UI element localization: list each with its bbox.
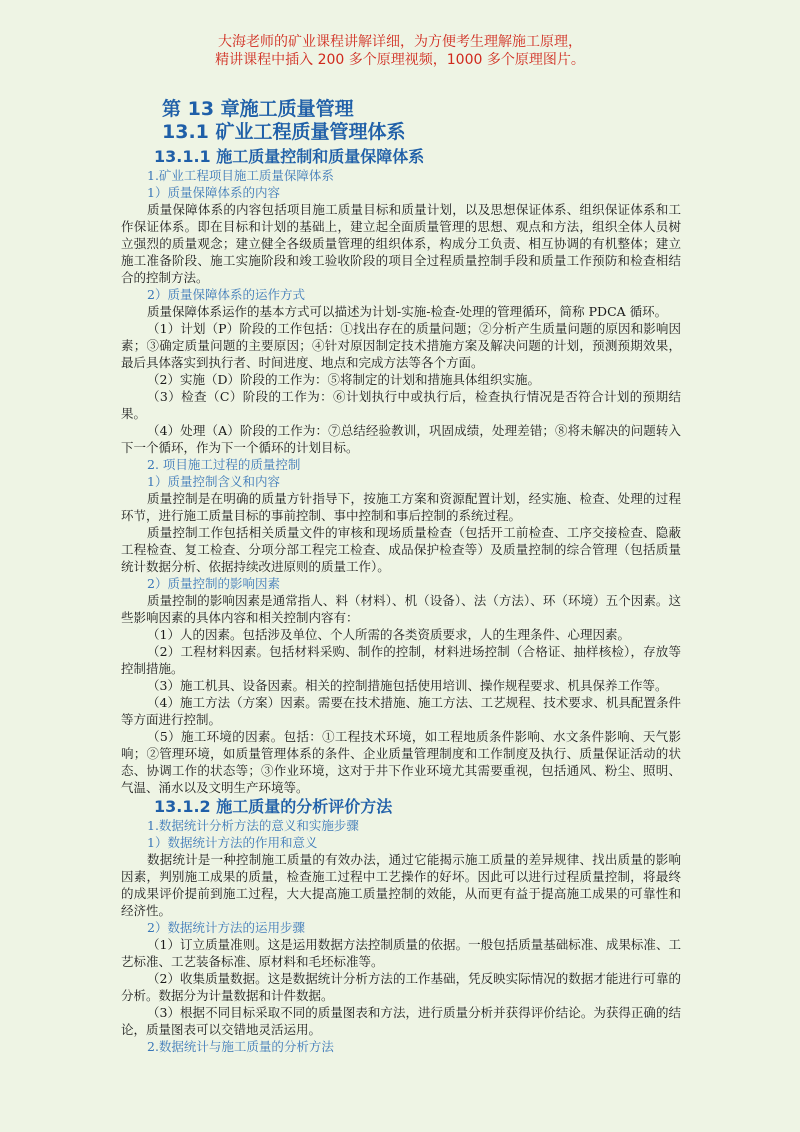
paragraph: 质量控制工作包括相关质量文件的审核和现场质量检查（包括开工前检查、工序交接检查、隐蔽工程检查、复工检查、分项分部工程完工检查、成品保护检查等）及质量控制的综合管理（包括质量统计数据分析、依据持续改进原则的质量工作）。 (121, 525, 681, 574)
document-body (121, 98, 681, 1055)
promo-banner (0, 33, 800, 69)
heading-level2: 2）质量控制的影响因素 (147, 576, 280, 591)
heading-level2: 1）质量保障体系的内容 (147, 185, 280, 200)
paragraph: （1）订立质量准则。这是运用数据方法控制质量的依据。一般包括质量基础标准、成果标准、工艺标准、工艺装备标准、原材料和毛坯标准等。 (121, 937, 681, 969)
chapter-title: 第 13 章施工质量管理 (162, 98, 354, 120)
heading-level1: 1.数据统计分析方法的意义和实施步骤 (147, 818, 359, 833)
heading-level1: 2. 项目施工过程的质量控制 (147, 457, 301, 472)
paragraph: （5）施工环境的因素。包括：①工程技术环境，如工程地质条件影响、水文条件影响、天气影响；②管理环境，如质量管理体系的条件、企业质量管理制度和工作制度及执行、质量保证活动的状态、协调工作的状态等；③作业环境，这对于井下作业环境尤其需要重视，包括通风、粉尘、照明、气温、涌水以及文明生产环境等。 (121, 729, 681, 795)
subsection-title: 13.1.2 施工质量的分析评价方法 (154, 797, 393, 816)
paragraph: （3）施工机具、设备因素。相关的控制措施包括使用培训、操作规程要求、机具保养工作等。 (147, 678, 668, 693)
paragraph: （2）工程材料因素。包括材料采购、制作的控制，材料进场控制（合格证、抽样核检），存放等控制措施。 (121, 644, 681, 676)
paragraph: 数据统计是一种控制施工质量的有效办法，通过它能揭示施工质量的差异规律、找出质量的影响因素，判别施工成果的质量，检查施工过程中工艺操作的好坏。因此可以进行过程质量控制，将最终的成果评价提前到施工过程，大大提高施工质量控制的效能，从而更有益于提高施工成果的可靠性和经济性。 (121, 852, 681, 918)
heading-level2: 2）数据统计方法的运用步骤 (147, 920, 305, 935)
paragraph: （3）根据不同目标采取不同的质量图表和方法，进行质量分析并获得评价结论。为获得正确的结论，质量图表可以交错地灵活运用。 (121, 1005, 681, 1037)
paragraph: 质量控制是在明确的质量方针指导下，按施工方案和资源配置计划，经实施、检查、处理的过程环节，进行施工质量目标的事前控制、事中控制和事后控制的系统过程。 (121, 491, 681, 523)
paragraph: 质量保障体系运作的基本方式可以描述为计划-实施-检查-处理的管理循环，简称 PDCA 循环。 (147, 304, 668, 319)
paragraph: （1）计划（P）阶段的工作包括：①找出存在的质量问题；②分析产生质量问题的原因和影响因素；③确定质量问题的主要原因；④针对原因制定技术措施方案及解决问题的计划，预测预期效果，最后具体落实到执行者、时间进度、地点和完成方法等各个方面。 (121, 321, 681, 370)
heading-level1: 2.数据统计与施工质量的分析方法 (147, 1039, 334, 1054)
paragraph: （2）收集质量数据。这是数据统计分析方法的工作基础，凭反映实际情况的数据才能进行可靠的分析。数据分为计量数据和计件数据。 (121, 971, 681, 1003)
heading-level2: 2）质量保障体系的运作方式 (147, 287, 305, 302)
paragraph: （4）施工方法（方案）因素。需要在技术措施、施工方法、工艺规程、技术要求、机具配置条件等方面进行控制。 (121, 695, 681, 727)
heading-level2: 1）质量控制含义和内容 (147, 474, 280, 489)
promo-line-1: 大海老师的矿业课程讲解详细，为方便考生理解施工原理， (218, 34, 582, 50)
promo-line-2: 精讲课程中插入 200 多个原理视频，1000 多个原理图片。 (215, 52, 585, 68)
paragraph: 质量保障体系的内容包括项目施工质量目标和质量计划，以及思想保证体系、组织保证体系和工作保证体系。即在目标和计划的基础上，建立起全面质量管理的思想、观点和方法，组织全体人员树立强烈的质量观念；建立健全各级质量管理的组织体系，构成分工负责、相互协调的有机整体；建立施工准备阶段、施工实施阶段和竣工验收阶段的项目全过程质量控制手段和质量工作预防和检查相结合的控制方法。 (121, 202, 681, 285)
subsection-title: 13.1.1 施工质量控制和质量保障体系 (154, 147, 425, 166)
paragraph: （1）人的因素。包括涉及单位、个人所需的各类资质要求，人的生理条件、心理因素。 (147, 627, 630, 642)
heading-level2: 1）数据统计方法的作用和意义 (147, 835, 318, 850)
paragraph: （2）实施（D）阶段的工作为：⑤将制定的计划和措施具体组织实施。 (147, 372, 540, 387)
section-title: 13.1 矿业工程质量管理体系 (162, 121, 406, 143)
paragraph: （3）检查（C）阶段的工作为：⑥计划执行中或执行后，检查执行情况是否符合计划的预期结果。 (121, 389, 681, 421)
paragraph: （4）处理（A）阶段的工作为：⑦总结经验教训，巩固成绩，处理差错；⑧将未解决的问题转入下一个循环，作为下一个循环的计划目标。 (121, 423, 681, 455)
heading-level1: 1.矿业工程项目施工质量保障体系 (147, 168, 334, 183)
paragraph: 质量控制的影响因素是通常指人、料（材料）、机（设备）、法（方法）、环（环境）五个因素。这些影响因素的具体内容和相关控制内容有： (121, 593, 681, 625)
